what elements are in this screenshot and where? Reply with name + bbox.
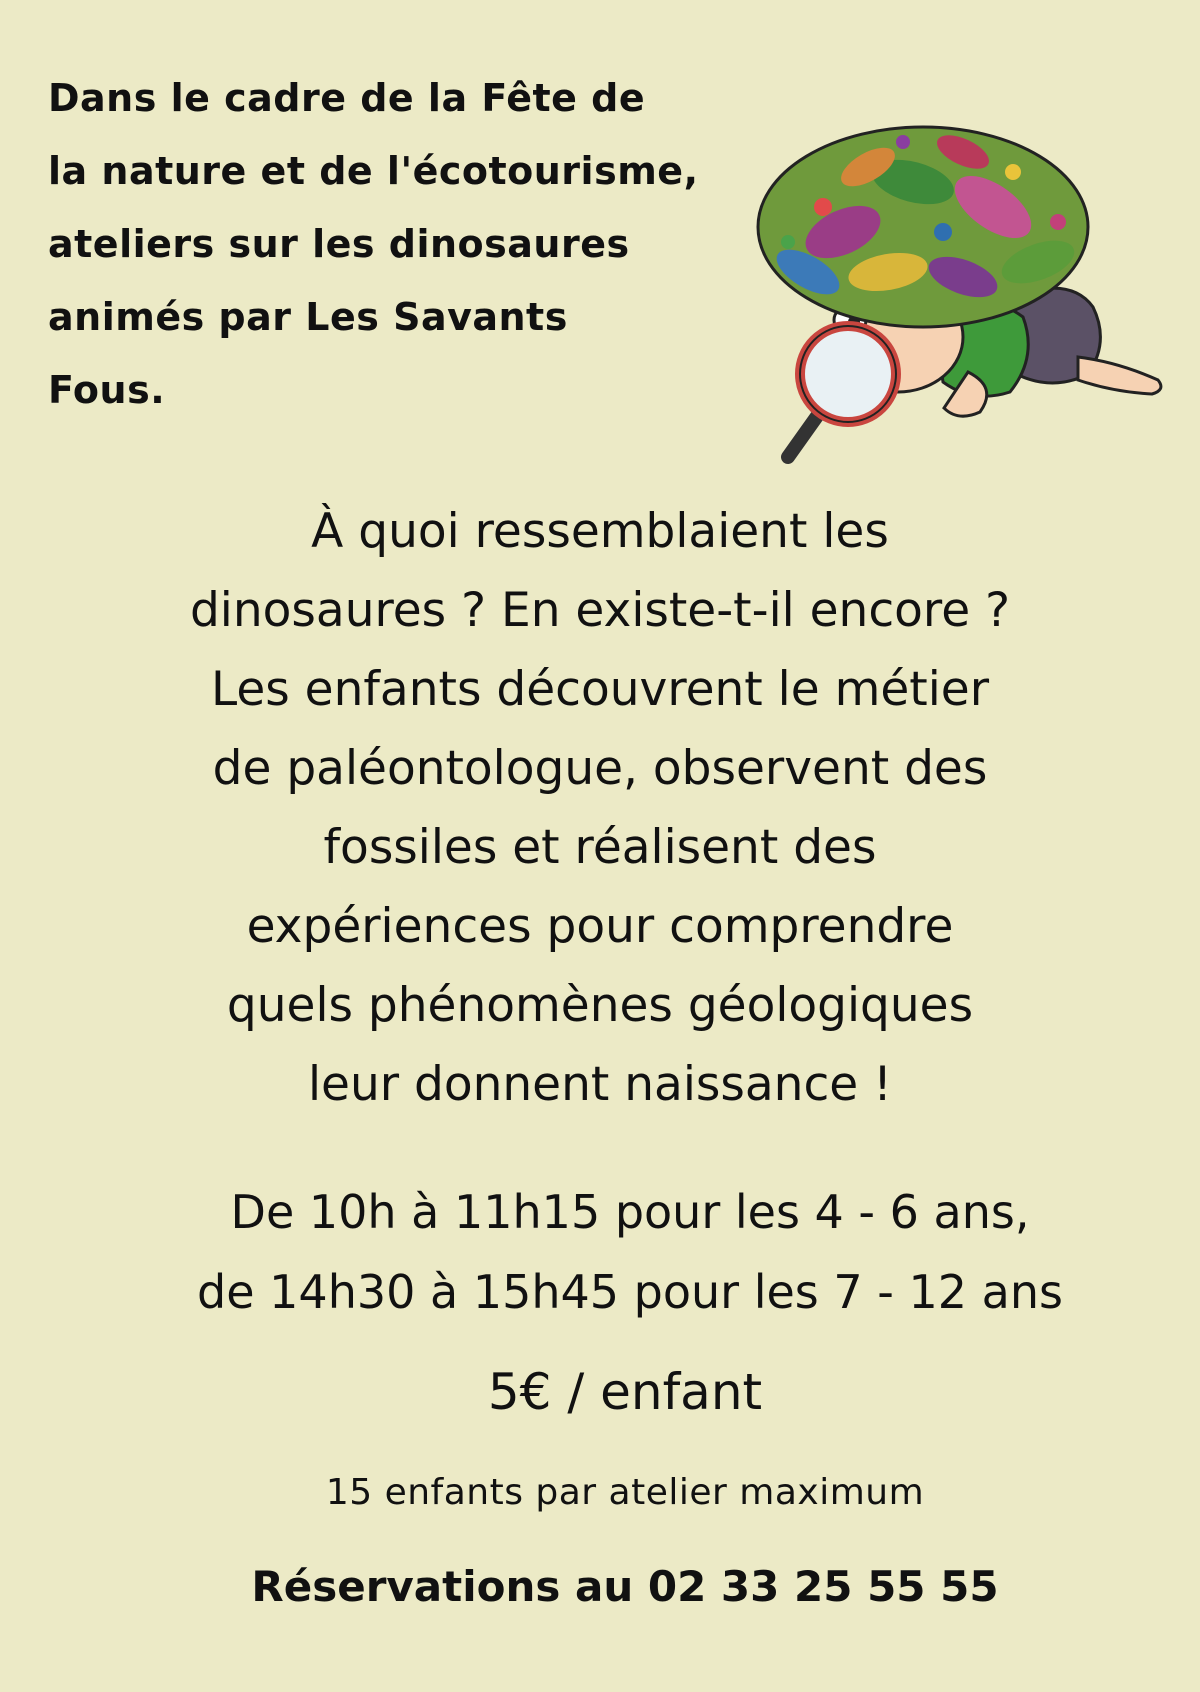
intro-line: la nature et de l'écotourisme, xyxy=(48,149,699,193)
capacity-note: 15 enfants par atelier maximum xyxy=(325,1472,925,1513)
description-line: À quoi ressemblaient les xyxy=(311,504,889,559)
activity-description xyxy=(0,492,1200,1124)
description-line: dinosaures ? En existe-t-il encore ? xyxy=(189,583,1011,638)
reservation-phone: Réservations au 02 33 25 55 55 xyxy=(251,1562,999,1611)
description-line: quels phénomènes géologiques xyxy=(226,978,974,1033)
price: 5€ / enfant xyxy=(487,1363,763,1421)
description-line: leur donnent naissance ! xyxy=(307,1057,892,1112)
child-with-magnifying-glass-illustration xyxy=(748,112,1178,474)
schedule-afternoon: de 14h30 à 15h45 pour les 7 - 12 ans xyxy=(197,1265,1063,1319)
intro-line: Fous. xyxy=(48,368,166,412)
description-line: de paléontologue, observent des xyxy=(212,741,988,796)
intro-line: animés par Les Savants xyxy=(48,295,568,339)
intro-line: Dans le cadre de la Fête de xyxy=(48,76,646,120)
intro-line: ateliers sur les dinosaures xyxy=(48,222,630,266)
foliage-hair xyxy=(758,127,1088,327)
description-line: expériences pour comprendre xyxy=(246,899,954,954)
schedule-morning: De 10h à 11h15 pour les 4 - 6 ans, xyxy=(230,1185,1030,1239)
magnifying-glass-icon xyxy=(788,326,896,457)
description-line: Les enfants découvrent le métier xyxy=(210,662,990,717)
description-line: fossiles et réalisent des xyxy=(323,820,877,875)
intro-text xyxy=(48,62,768,427)
schedule xyxy=(120,1172,1140,1332)
